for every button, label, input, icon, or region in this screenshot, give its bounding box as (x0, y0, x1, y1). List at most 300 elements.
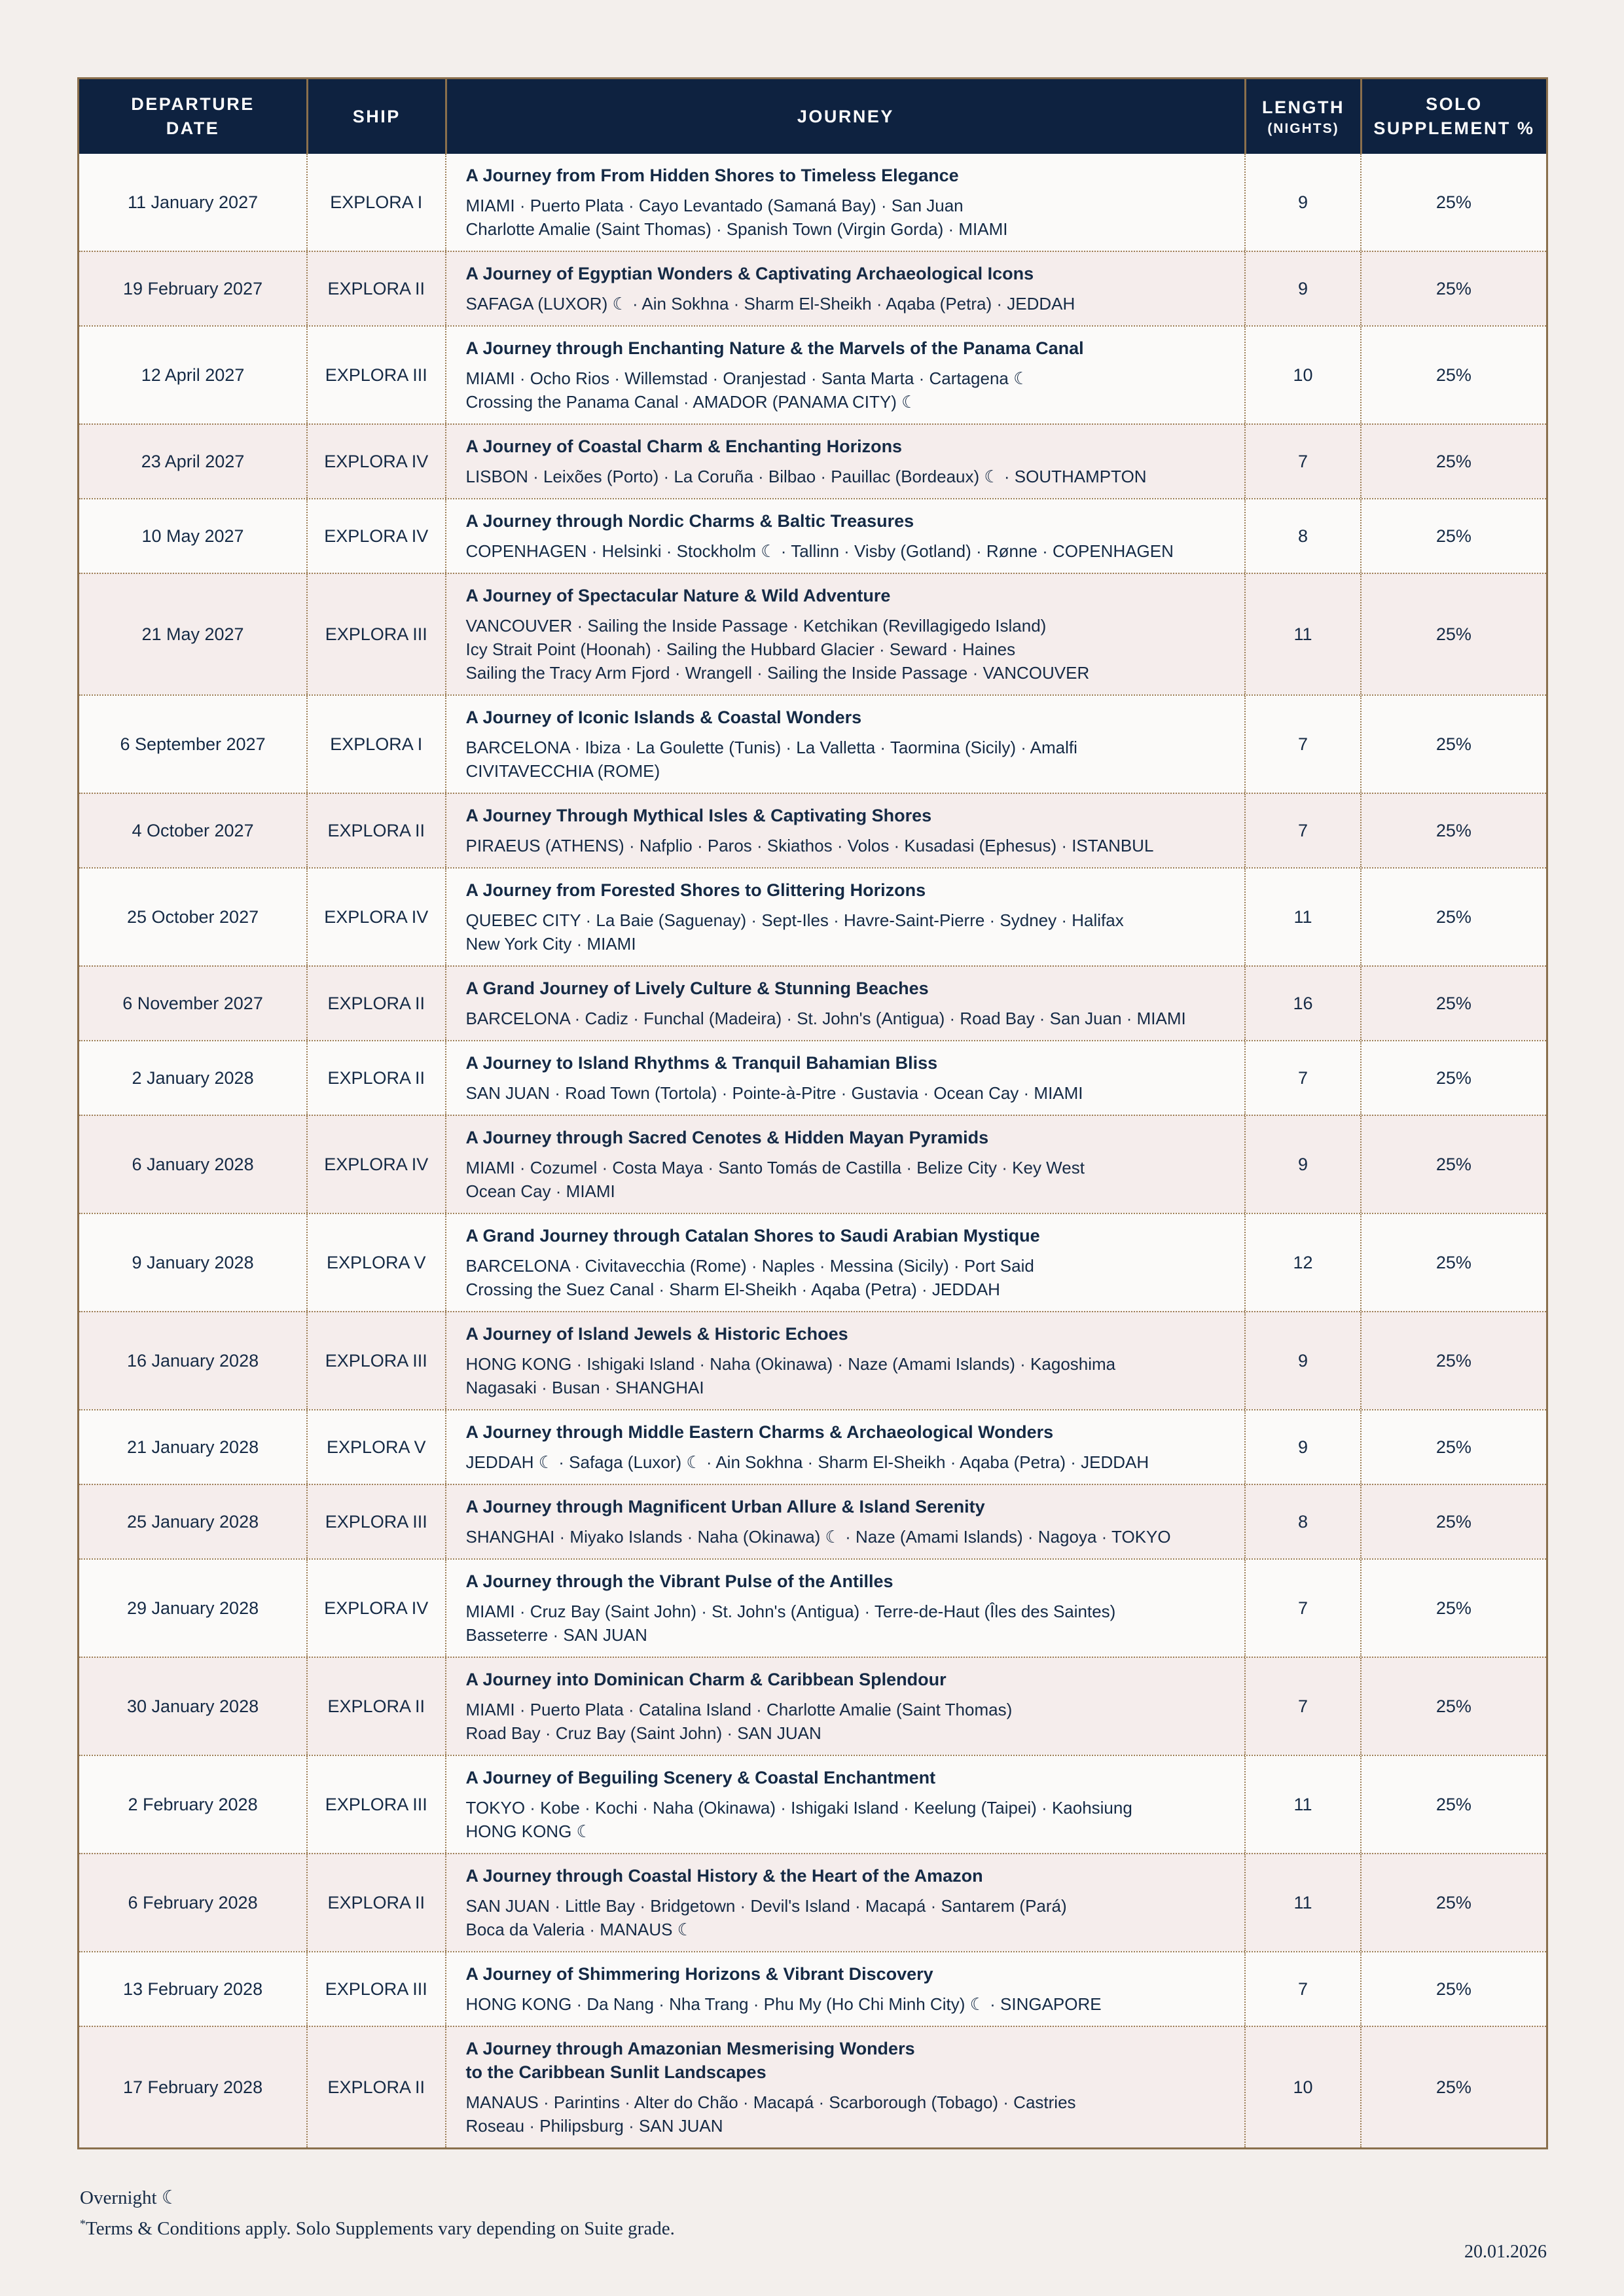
solo-supplement-cell (1360, 1312, 1546, 1409)
journey-title-line: A Journey of Island Jewels & Historic Echoes (465, 1324, 848, 1344)
journey-cell (445, 425, 1245, 498)
header-departure-date (79, 79, 306, 154)
journey-title-line: A Journey of Spectacular Nature & Wild Adventure (465, 586, 891, 605)
journey-ports (466, 465, 1147, 488)
ship-name: EXPLORA IV (324, 907, 429, 927)
journey-title-line: A Journey through Coastal History & the Heart of the Amazon (465, 1866, 983, 1886)
journey-ports-line: QUEBEC CITY · La Baie (Saguenay) · Sept-Iles · Havre-Saint-Pierre · Sydney · Halifax (465, 910, 1124, 930)
journey-title-line: to the Caribbean Sunlit Landscapes (465, 2062, 767, 2082)
journey-ports-line: Nagasaki · Busan · SHANGHAI (465, 1378, 704, 1397)
departure-date-cell (79, 1214, 306, 1311)
departure-date: 23 April 2027 (141, 452, 245, 471)
journey-title (466, 1570, 893, 1593)
ship-cell (306, 1214, 444, 1311)
length-cell (1244, 1854, 1360, 1951)
header-ship (306, 79, 444, 154)
journey-title-line: A Journey through Sacred Cenotes & Hidden Mayan Pyramids (465, 1128, 989, 1147)
departure-date: 17 February 2028 (122, 2077, 263, 2097)
departure-date-cell (79, 252, 306, 325)
journey-ports-line: SHANGHAI · Miyako Islands · Naha (Okinawa) ☾ · Naze (Amami Islands) · Nagoya · TOKYO (465, 1527, 1171, 1547)
length-cell (1244, 574, 1360, 694)
table-row (79, 251, 1546, 325)
journey-cell (445, 1756, 1245, 1853)
journey-ports (466, 292, 1075, 315)
journey-title-line: A Journey through Nordic Charms & Baltic Treasures (465, 511, 914, 531)
journey-title (466, 584, 891, 607)
ship-name: EXPLORA II (327, 1696, 425, 1716)
journey-ports-line: MIAMI · Ocho Rios · Willemstad · Oranjestad · Santa Marta · Cartagena ☾ (465, 368, 1029, 388)
solo-supplement: 25% (1435, 2077, 1471, 2097)
journey-title-line: A Grand Journey of Lively Culture & Stunning Beaches (465, 978, 929, 998)
length-nights: 11 (1293, 1893, 1312, 1912)
solo-supplement: 25% (1435, 452, 1471, 471)
journey-ports-line: COPENHAGEN · Helsinki · Stockholm ☾ · Tallinn · Visby (Gotland) · Rønne · COPENHAGEN (465, 541, 1174, 561)
departure-date-cell (79, 327, 306, 423)
length-cell (1244, 1485, 1360, 1558)
journey-title (466, 262, 1034, 285)
solo-supplement-cell (1360, 1756, 1546, 1853)
journey-cell (445, 1485, 1245, 1558)
solo-supplement-cell (1360, 1560, 1546, 1657)
solo-supplement-cell (1360, 1952, 1546, 2026)
ship-name: EXPLORA II (327, 279, 425, 298)
length-cell (1244, 967, 1360, 1040)
terms-asterisk: * (80, 2217, 86, 2231)
ship-cell (306, 1041, 444, 1115)
ship-cell (306, 696, 444, 793)
journey-ports-line: TOKYO · Kobe · Kochi · Naha (Okinawa) · Ishigaki Island · Keelung (Taipei) · Kaohsiung (465, 1798, 1132, 1818)
header-departure-date-label: DEPARTURE DATE (131, 94, 255, 138)
journey-ports (466, 1081, 1083, 1105)
length-nights: 11 (1293, 1795, 1312, 1814)
length-cell (1244, 794, 1360, 867)
journey-ports-line: JEDDAH ☾ · Safaga (Luxor) ☾ · Ain Sokhna · Sharm El-Sheikh · Aqaba (Petra) · JEDDAH (465, 1452, 1149, 1472)
journey-ports (466, 1600, 1116, 1647)
journey-ports (466, 1525, 1171, 1549)
solo-supplement: 25% (1435, 192, 1471, 212)
length-nights: 7 (1297, 821, 1308, 840)
journey-cell (445, 327, 1245, 423)
solo-supplement: 25% (1435, 1598, 1471, 1618)
solo-supplement-cell (1360, 2027, 1546, 2147)
ship-cell (306, 1952, 444, 2026)
ship-name: EXPLORA V (326, 1253, 426, 1272)
solo-supplement: 25% (1435, 1155, 1471, 1174)
solo-supplement: 25% (1435, 365, 1471, 385)
journey-title (466, 435, 903, 458)
solo-supplement: 25% (1435, 821, 1471, 840)
journey-cell (445, 967, 1245, 1040)
solo-supplement: 25% (1435, 734, 1471, 754)
journey-cell (445, 154, 1245, 251)
journey-ports (466, 834, 1154, 857)
departure-date-cell (79, 1410, 306, 1484)
journey-title (466, 1766, 936, 1789)
length-cell (1244, 1041, 1360, 1115)
length-cell (1244, 154, 1360, 251)
length-cell (1244, 1410, 1360, 1484)
journey-ports-line: PIRAEUS (ATHENS) · Nafplio · Paros · Skiathos · Volos · Kusadasi (Ephesus) · ISTANBUL (465, 836, 1154, 855)
length-nights: 10 (1293, 365, 1313, 385)
journey-ports (466, 1156, 1085, 1203)
departure-date-cell (79, 1756, 306, 1853)
journey-ports-line: LISBON · Leixões (Porto) · La Coruña · Bilbao · Pauillac (Bordeaux) ☾ · SOUTHAMPTON (465, 467, 1147, 486)
ship-cell (306, 1854, 444, 1951)
solo-supplement-cell (1360, 1658, 1546, 1755)
journey-ports-line: HONG KONG · Da Nang · Nha Trang · Phu My (Ho Chi Minh City) ☾ · SINGAPORE (465, 1994, 1102, 2014)
header-journey (445, 79, 1245, 154)
journey-title-line: A Journey through Amazonian Mesmerising Wonders (465, 2039, 915, 2058)
length-nights: 10 (1293, 2077, 1313, 2097)
departure-date: 10 May 2027 (141, 526, 244, 546)
journey-ports-line: BARCELONA · Cadiz · Funchal (Madeira) · St. John's (Antigua) · Road Bay · San Juan · MIAMI (465, 1009, 1186, 1028)
ship-cell (306, 1410, 444, 1484)
journey-title-line: A Journey of Iconic Islands & Coastal Wonders (465, 708, 862, 727)
solo-supplement: 25% (1435, 526, 1471, 546)
ship-name: EXPLORA II (327, 1893, 425, 1912)
table-row (79, 1409, 1546, 1484)
date-stamp: 20.01.2026 (1464, 2242, 1547, 2262)
journey-ports-line: Charlotte Amalie (Saint Thomas) · Spanish Town (Virgin Gorda) · MIAMI (465, 219, 1008, 239)
departure-date: 16 January 2028 (126, 1351, 259, 1371)
table-row (79, 1755, 1546, 1853)
departure-date: 25 October 2027 (126, 907, 259, 927)
header-journey-label: JOURNEY (797, 106, 894, 126)
journey-cell (445, 1116, 1245, 1213)
solo-supplement: 25% (1435, 1893, 1471, 1912)
overnight-note: Overnight ☾ (80, 2187, 179, 2208)
ship-name: EXPLORA III (325, 624, 427, 644)
ship-name: EXPLORA I (330, 192, 423, 212)
length-nights: 16 (1293, 994, 1313, 1013)
journey-ports-line: New York City · MIAMI (465, 934, 636, 954)
journey-cell (445, 1312, 1245, 1409)
length-cell (1244, 696, 1360, 793)
table-row (79, 965, 1546, 1040)
journey-title (466, 878, 926, 902)
journey-ports (466, 367, 1029, 414)
table-row (79, 325, 1546, 423)
solo-supplement-cell (1360, 574, 1546, 694)
length-cell (1244, 1952, 1360, 2026)
header-ship-label: SHIP (352, 106, 401, 126)
journey-cell (445, 1214, 1245, 1311)
journey-ports (466, 1254, 1034, 1301)
solo-supplement-cell (1360, 967, 1546, 1040)
length-nights: 7 (1297, 1068, 1308, 1088)
journey-ports-line: HONG KONG ☾ (465, 1821, 592, 1841)
journey-ports-line: Road Bay · Cruz Bay (Saint John) · SAN JUAN (465, 1723, 821, 1743)
journey-title-line: A Journey through the Vibrant Pulse of the Antilles (465, 1571, 893, 1591)
length-cell (1244, 327, 1360, 423)
departure-date-cell (79, 1854, 306, 1951)
length-nights: 9 (1297, 279, 1308, 298)
ship-cell (306, 794, 444, 867)
journey-title (466, 1126, 989, 1149)
journey-ports-line: SAFAGA (LUXOR) ☾ · Ain Sokhna · Sharm El-Sheikh · Aqaba (Petra) · JEDDAH (465, 294, 1075, 314)
departure-date-cell (79, 154, 306, 251)
ship-name: EXPLORA II (327, 2077, 425, 2097)
journey-ports (466, 1894, 1067, 1941)
solo-supplement: 25% (1435, 624, 1471, 644)
departure-date: 9 January 2028 (132, 1253, 254, 1272)
ship-cell (306, 499, 444, 573)
journey-ports-line: Boca da Valeria · MANAUS ☾ (465, 1920, 693, 1939)
journey-ports (466, 614, 1090, 685)
solo-supplement: 25% (1435, 1696, 1471, 1716)
length-cell (1244, 425, 1360, 498)
length-nights: 7 (1297, 1598, 1308, 1618)
ship-cell (306, 1560, 444, 1657)
journey-ports (466, 1450, 1149, 1474)
ship-name: EXPLORA III (325, 1979, 427, 1999)
journey-ports-line: BARCELONA · Civitavecchia (Rome) · Naples · Messina (Sicily) · Port Said (465, 1256, 1034, 1276)
ship-cell (306, 327, 444, 423)
solo-supplement-cell (1360, 1116, 1546, 1213)
journey-title (466, 1962, 933, 1986)
departure-date: 19 February 2027 (122, 279, 263, 298)
length-nights: 8 (1297, 1512, 1308, 1532)
journey-ports (466, 736, 1077, 783)
journey-title-line: A Journey through Enchanting Nature & the Marvels of the Panama Canal (465, 338, 1084, 358)
journey-ports (466, 1352, 1116, 1399)
departure-date: 29 January 2028 (126, 1598, 259, 1618)
ship-name: EXPLORA II (327, 994, 425, 1013)
journey-ports-line: Icy Strait Point (Hoonah) · Sailing the Hubbard Glacier · Seward · Haines (465, 639, 1016, 659)
ship-cell (306, 869, 444, 965)
journey-title (466, 164, 959, 187)
journey-title (466, 1420, 1054, 1444)
length-nights: 9 (1297, 1351, 1308, 1371)
journey-title (466, 977, 929, 1000)
solo-supplement-cell (1360, 327, 1546, 423)
ship-name: EXPLORA II (327, 821, 425, 840)
journey-cell (445, 1410, 1245, 1484)
ship-cell (306, 1312, 444, 1409)
journey-title (466, 1224, 1040, 1247)
departure-date: 21 January 2028 (126, 1437, 259, 1457)
journey-title-line: A Grand Journey through Catalan Shores to Saudi Arabian Mystique (465, 1226, 1040, 1246)
journey-title-line: A Journey from Forested Shores to Glittering Horizons (465, 880, 926, 900)
journey-title (466, 1495, 985, 1518)
solo-supplement-cell (1360, 154, 1546, 251)
length-nights: 12 (1293, 1253, 1313, 1272)
journey-cell (445, 1041, 1245, 1115)
departure-date-cell (79, 2027, 306, 2147)
journey-title-line: A Journey of Egyptian Wonders & Captivating Archaeological Icons (465, 264, 1034, 283)
length-nights: 11 (1293, 624, 1312, 644)
solo-supplement: 25% (1435, 1437, 1471, 1457)
ship-name: EXPLORA IV (324, 452, 429, 471)
journey-cell (445, 2027, 1245, 2147)
journey-title-line: A Journey through Middle Eastern Charms & Archaeological Wonders (465, 1422, 1054, 1442)
departure-date-cell (79, 425, 306, 498)
journey-ports-line: Sailing the Tracy Arm Fjord · Wrangell · Sailing the Inside Passage · VANCOUVER (465, 663, 1090, 683)
journey-title (466, 509, 914, 533)
table-row (79, 1558, 1546, 1657)
journey-ports (466, 1698, 1013, 1745)
solo-supplement-cell (1360, 499, 1546, 573)
departure-date: 30 January 2028 (126, 1696, 259, 1716)
journey-ports-line: Crossing the Suez Canal · Sharm El-Sheikh · Aqaba (Petra) · JEDDAH (465, 1280, 1000, 1299)
journey-title (466, 336, 1084, 360)
departure-date-cell (79, 696, 306, 793)
length-nights: 7 (1297, 734, 1308, 754)
journeys-table (77, 77, 1548, 2149)
length-cell (1244, 499, 1360, 573)
departure-date: 12 April 2027 (141, 365, 245, 385)
solo-supplement: 25% (1435, 994, 1471, 1013)
solo-supplement-cell (1360, 252, 1546, 325)
length-nights: 8 (1297, 526, 1308, 546)
length-nights: 7 (1297, 452, 1308, 471)
terms-note-text: Terms & Conditions apply. Solo Supplements vary depending on Suite grade. (86, 2218, 675, 2239)
ship-cell (306, 574, 444, 694)
journey-title-line: A Journey of Shimmering Horizons & Vibrant Discovery (465, 1964, 933, 1984)
ship-name: EXPLORA V (326, 1437, 426, 1457)
journey-cell (445, 1854, 1245, 1951)
table-row (79, 1484, 1546, 1558)
departure-date-cell (79, 1952, 306, 2026)
journey-title-line: A Journey Through Mythical Isles & Captivating Shores (465, 806, 932, 825)
journey-ports-line: MIAMI · Puerto Plata · Catalina Island · Charlotte Amalie (Saint Thomas) (465, 1700, 1013, 1719)
departure-date: 6 January 2028 (132, 1155, 254, 1174)
header-length-label: LENGTH (1261, 97, 1344, 117)
journey-cell (445, 794, 1245, 867)
header-solo-supplement-label: SOLO SUPPLEMENT % (1373, 94, 1535, 138)
journey-ports (466, 194, 1008, 241)
length-cell (1244, 1312, 1360, 1409)
table-row (79, 423, 1546, 498)
solo-supplement-cell (1360, 794, 1546, 867)
ship-cell (306, 967, 444, 1040)
length-nights: 7 (1297, 1696, 1308, 1716)
departure-date: 6 November 2027 (122, 994, 263, 1013)
length-cell (1244, 869, 1360, 965)
journey-title-line: A Journey from From Hidden Shores to Timeless Elegance (465, 166, 959, 185)
departure-date-cell (79, 869, 306, 965)
ship-cell (306, 2027, 444, 2147)
ship-cell (306, 1756, 444, 1853)
journey-cell (445, 252, 1245, 325)
length-nights: 7 (1297, 1979, 1308, 1999)
departure-date-cell (79, 574, 306, 694)
table-row (79, 867, 1546, 965)
ship-cell (306, 1116, 444, 1213)
solo-supplement-cell (1360, 1410, 1546, 1484)
departure-date: 25 January 2028 (126, 1512, 259, 1532)
table-row (79, 1213, 1546, 1311)
length-nights: 9 (1297, 1155, 1308, 1174)
ship-name: EXPLORA IV (324, 526, 429, 546)
table-row (79, 1040, 1546, 1115)
journey-title (466, 1051, 938, 1075)
departure-date: 6 September 2027 (120, 734, 266, 754)
journey-ports-line: BARCELONA · Ibiza · La Goulette (Tunis) · La Valletta · Taormina (Sicily) · Amalfi (465, 738, 1077, 757)
journey-ports-line: SAN JUAN · Road Town (Tortola) · Pointe-à-Pitre · Gustavia · Ocean Cay · MIAMI (465, 1083, 1083, 1103)
journey-ports-line: MIAMI · Puerto Plata · Cayo Levantado (Samaná Bay) · San Juan (465, 196, 964, 215)
solo-supplement: 25% (1435, 1068, 1471, 1088)
departure-date-cell (79, 1041, 306, 1115)
departure-date-cell (79, 499, 306, 573)
length-nights: 11 (1293, 907, 1312, 927)
departure-date: 2 January 2028 (132, 1068, 254, 1088)
length-nights: 9 (1297, 192, 1308, 212)
journey-ports (466, 908, 1124, 956)
ship-name: EXPLORA III (325, 1351, 427, 1371)
ship-cell (306, 154, 444, 251)
departure-date: 2 February 2028 (128, 1795, 258, 1814)
journey-title (466, 706, 862, 729)
solo-supplement: 25% (1435, 1795, 1471, 1814)
departure-date: 21 May 2027 (141, 624, 244, 644)
journey-ports-line: CIVITAVECCHIA (ROME) (465, 761, 660, 781)
journey-cell (445, 1658, 1245, 1755)
journey-ports-line: VANCOUVER · Sailing the Inside Passage · Ketchikan (Revillagigedo Island) (465, 616, 1047, 636)
journey-ports (466, 539, 1174, 563)
journey-ports (466, 2090, 1076, 2138)
departure-date-cell (79, 1560, 306, 1657)
table-row (79, 1853, 1546, 1951)
table-row (79, 573, 1546, 694)
table-row (79, 154, 1546, 251)
journey-cell (445, 1560, 1245, 1657)
departure-date: 11 January 2027 (127, 192, 259, 212)
table-row (79, 1657, 1546, 1755)
footnotes (80, 2183, 675, 2244)
solo-supplement-cell (1360, 696, 1546, 793)
length-cell (1244, 1658, 1360, 1755)
journey-ports (466, 1796, 1132, 1843)
header-length-nights-label: (NIGHTS) (1267, 120, 1339, 136)
solo-supplement-cell (1360, 1214, 1546, 1311)
header-solo-supplement (1360, 79, 1546, 154)
ship-name: EXPLORA IV (324, 1598, 429, 1618)
journey-title (466, 1668, 947, 1691)
length-cell (1244, 1214, 1360, 1311)
journey-ports-line: MANAUS · Parintins · Alter do Chão · Macapá · Scarborough (Tobago) · Castries (465, 2092, 1076, 2112)
journey-title (466, 2037, 915, 2084)
journey-ports-line: Basseterre · SAN JUAN (465, 1625, 647, 1645)
departure-date: 6 February 2028 (128, 1893, 258, 1912)
table-row (79, 498, 1546, 573)
journey-ports-line: Crossing the Panama Canal · AMADOR (PANAMA CITY) ☾ (465, 392, 917, 412)
solo-supplement-cell (1360, 1854, 1546, 1951)
journey-cell (445, 696, 1245, 793)
journey-ports-line: HONG KONG · Ishigaki Island · Naha (Okinawa) · Naze (Amami Islands) · Kagoshima (465, 1354, 1116, 1374)
table-header (79, 79, 1546, 154)
table-row (79, 694, 1546, 793)
journey-ports-line: Roseau · Philipsburg · SAN JUAN (465, 2116, 723, 2136)
length-cell (1244, 1560, 1360, 1657)
table-body (79, 154, 1546, 2147)
departure-date: 4 October 2027 (132, 821, 254, 840)
departure-date-cell (79, 1116, 306, 1213)
departure-date-cell (79, 1658, 306, 1755)
journey-cell (445, 869, 1245, 965)
journey-title-line: A Journey through Magnificent Urban Allure & Island Serenity (465, 1497, 985, 1516)
length-cell (1244, 1116, 1360, 1213)
solo-supplement: 25% (1435, 1979, 1471, 1999)
journey-title (466, 804, 932, 827)
terms-note (80, 2214, 675, 2244)
ship-name: EXPLORA IV (324, 1155, 429, 1174)
journey-ports (466, 1007, 1186, 1030)
ship-cell (306, 1485, 444, 1558)
journey-ports-line: MIAMI · Cruz Bay (Saint John) · St. John's (Antigua) · Terre-de-Haut (Îles des Saintes) (465, 1602, 1116, 1621)
departure-date-cell (79, 1485, 306, 1558)
solo-supplement: 25% (1435, 1253, 1471, 1272)
